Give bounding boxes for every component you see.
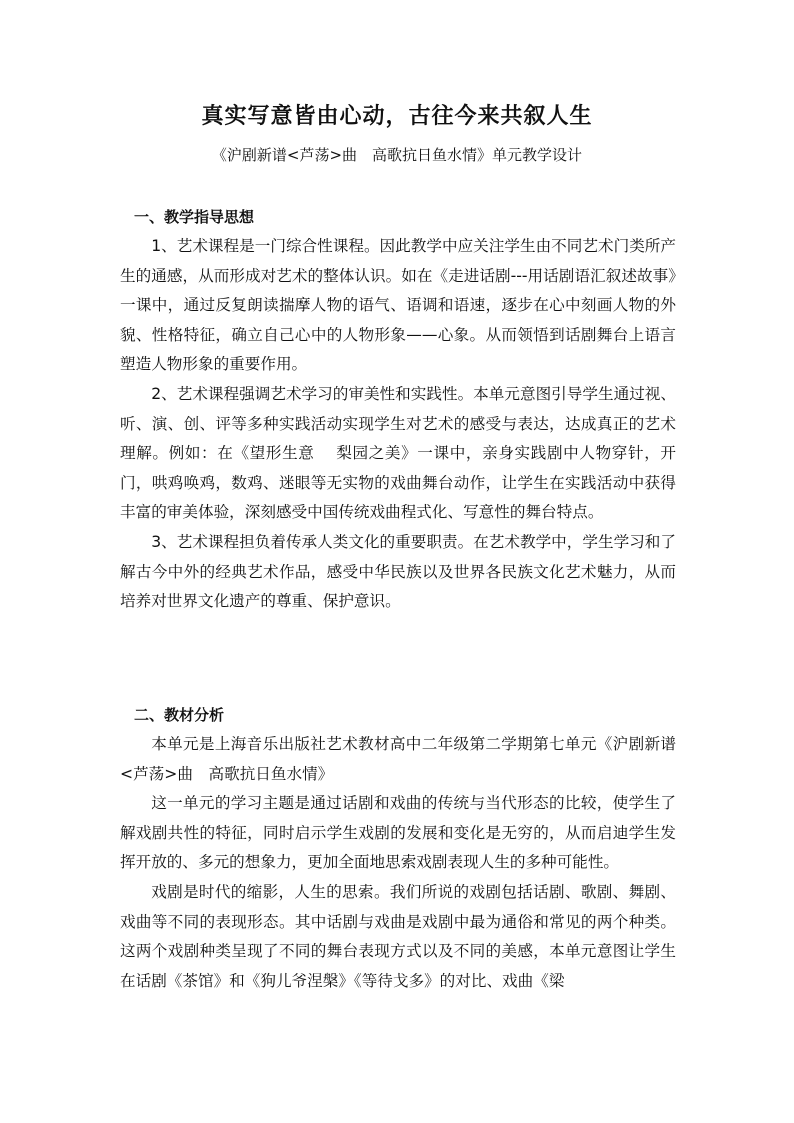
section-heading-material-analysis: 二、教材分析 — [134, 706, 225, 724]
paragraph: 本单元是上海音乐出版社艺术教材高中二年级第二学期第七单元《沪剧新谱<芦荡>曲 高歌抗日鱼水情》 — [120, 735, 676, 783]
paragraph: 2、艺术课程强调艺术学习的审美性和实践性。本单元意图引导学生通过视、听、演、创、评等多种实践活动实现学生对艺术的感受与表达，达成真正的艺术理解。例如：在《望形生意 梨园之美》一课中，亲身实践剧中人物穿针，开门，哄鸡唤鸡，数鸡、迷眼等无实物的戏曲舞台动作，让学生在实践活动中获得丰富的审美体验，深刻感受中国传统戏曲程式化、写意性的舞台特点。 — [120, 384, 676, 522]
section-body-material-analysis — [120, 730, 676, 996]
section-heading-teaching-philosophy: 一、教学指导思想 — [134, 208, 255, 226]
document-subtitle: 《沪剧新谱<芦荡>曲 高歌抗日鱼水情》单元教学设计 — [211, 146, 583, 164]
paragraph: 这一单元的学习主题是通过话剧和戏曲的传统与当代形态的比较，使学生了解戏剧共性的特征，同时启示学生戏剧的发展和变化是无穷的，从而启迪学生发挥开放的、多元的想象力，更加全面地思索戏剧表现人生的多种可能性。 — [120, 794, 676, 872]
document-title: 真实写意皆由心动，古往今来共叙人生 — [201, 104, 593, 129]
paragraph: 1、艺术课程是一门综合性课程。因此教学中应关注学生由不同艺术门类所产生的通感，从而形成对艺术的整体认识。如在《走进话剧---用话剧语汇叙述故事》一课中，通过反复朗读揣摩人物的语气、语调和语速，逐步在心中刻画人物的外貌、性格特征，确立自己心中的人物形象——心象。从而领悟到话剧舞台上语言塑造人物形象的重要作用。 — [120, 237, 676, 374]
section-body-teaching-philosophy — [120, 232, 676, 617]
paragraph: 3、艺术课程担负着传承人类文化的重要职责。在艺术教学中，学生学习和了解古今中外的经典艺术作品，感受中华民族以及世界各民族文化艺术魅力，从而培养对世界文化遗产的尊重、保护意识。 — [120, 532, 676, 611]
paragraph: 戏剧是时代的缩影，人生的思索。我们所说的戏剧包括话剧、歌剧、舞剧、戏曲等不同的表现形态。其中话剧与戏曲是戏剧中最为通俗和常见的两个种类。这两个戏剧种类呈现了不同的舞台表现方式以及不同的美感，本单元意图让学生在话剧《茶馆》和《狗儿爷涅槃》《等待戈多》的对比、戏曲《梁 — [120, 882, 676, 990]
